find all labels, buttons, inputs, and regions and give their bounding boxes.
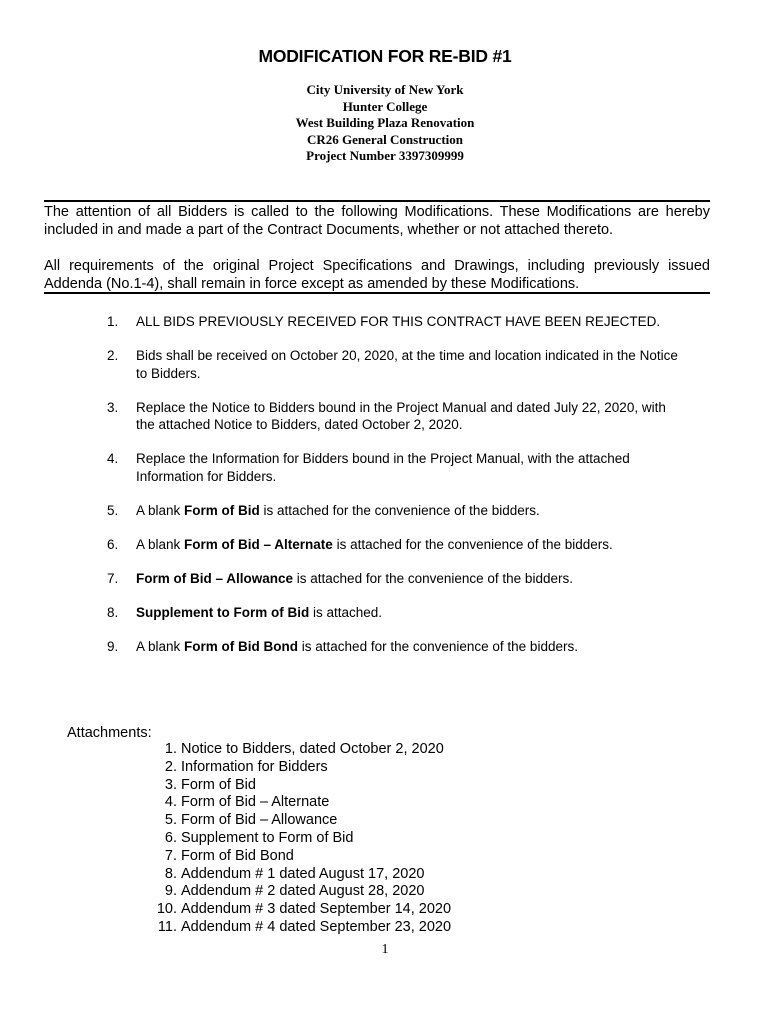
list-item-text: Supplement to Form of Bid [181, 829, 354, 846]
document-title: MODIFICATION FOR RE-BID #1 [258, 46, 512, 66]
list-item [152, 830, 552, 848]
list-item-text: Form of Bid Bond [181, 847, 294, 864]
list-item-text-suffix: is attached for the convenience of the bidders. [298, 638, 578, 654]
list-item [152, 883, 552, 901]
list-item-number: 3. [107, 399, 119, 415]
list-item [152, 866, 552, 884]
list-item-text: Information for Bidders [181, 758, 328, 775]
list-item-text: A blank [136, 536, 185, 552]
list-item-number: 7. [107, 570, 119, 586]
list-item [152, 759, 552, 777]
list-item-number: 9. [164, 883, 177, 900]
list-item-text: A blank [136, 638, 185, 654]
list-item-number: 5. [164, 812, 177, 829]
list-item-number: 10. [156, 901, 177, 918]
list-item-text: ALL BIDS PREVIOUSLY RECEIVED FOR THIS CONTRACT HAVE BEEN REJECTED. [136, 314, 661, 329]
intro-paragraph-requirements: All requirements of the original Project Specifications and Drawings, including previously issued Addenda (No.1-4), shall remain in force except as amended by these Modifications. [44, 258, 710, 292]
list-item-number: 2. [107, 348, 119, 363]
list-item [107, 347, 687, 382]
modifications-list [107, 313, 687, 672]
attachments-label: Attachments: [67, 725, 152, 741]
list-item-number: 6. [107, 536, 119, 552]
list-item-number: 5. [107, 502, 119, 518]
list-item [152, 794, 552, 812]
list-item-bold-text: Form of Bid – Allowance [136, 570, 294, 586]
list-item [107, 604, 687, 622]
list-item-text: Addendum # 1 dated August 17, 2020 [181, 865, 425, 882]
project-header [0, 82, 770, 165]
list-item-number: 6. [164, 829, 177, 846]
intro-paragraph-attention: The attention of all Bidders is called to the following Modifications. These Modifications are hereby included in and made a part of the Contract Documents, whether or not attached thereto. [44, 204, 710, 238]
list-item-text-suffix: is attached for the convenience of the bidders. [332, 536, 613, 552]
list-item-text: Addendum # 4 dated September 23, 2020 [181, 918, 452, 935]
list-item-text-suffix: is attached for the convenience of the bidders. [293, 570, 573, 586]
list-item-number: 3. [164, 776, 177, 793]
list-item-number: 4. [164, 794, 177, 811]
list-item-text: Addendum # 3 dated September 14, 2020 [181, 901, 452, 918]
list-item-number: 11. [157, 918, 177, 935]
list-item-text-suffix: is attached for the convenience of the bidders. [259, 502, 540, 518]
list-item-bold-text: Form of Bid – Alternate [184, 536, 333, 552]
list-item [152, 901, 552, 919]
list-item-text: A blank [136, 502, 185, 518]
list-item-number: 2. [164, 758, 177, 775]
header-line-contract: CR26 General Construction [307, 131, 463, 147]
list-item-number: 4. [107, 451, 119, 466]
list-item-number: 8. [107, 604, 119, 620]
list-item-text: Addendum # 2 dated August 28, 2020 [181, 883, 425, 900]
attachments-list [152, 741, 552, 937]
divider-bottom [44, 292, 710, 294]
divider-top [44, 200, 710, 202]
list-item [152, 777, 552, 795]
list-item [107, 399, 687, 434]
list-item-bold-text: Supplement to Form of Bid [136, 604, 310, 620]
list-item [107, 638, 687, 656]
list-item-number: 8. [164, 865, 177, 882]
list-item [152, 812, 552, 830]
list-item [107, 313, 687, 331]
list-item-number: 1. [107, 314, 119, 329]
list-item [107, 570, 687, 588]
list-item [152, 848, 552, 866]
header-line-project-number: Project Number 3397309999 [306, 148, 464, 164]
list-item-bold-text: Form of Bid [184, 502, 260, 518]
list-item-number: 7. [164, 847, 177, 864]
list-item-text: Bids shall be received on October 20, 2020, at the time and location indicated in the Notice to Bidders. [136, 348, 678, 381]
list-item-number: 1. [164, 741, 177, 757]
list-item [152, 741, 552, 759]
list-item-text: Form of Bid – Alternate [181, 794, 330, 811]
list-item-text: Form of Bid [181, 776, 256, 793]
header-line-university: City University of New York [306, 82, 464, 97]
header-line-project-name: West Building Plaza Renovation [295, 115, 475, 131]
list-item-text: Notice to Bidders, dated October 2, 2020 [181, 741, 444, 757]
list-item-text: Form of Bid – Allowance [181, 812, 338, 829]
list-item [107, 536, 687, 554]
list-item [107, 502, 687, 520]
list-item-text: Replace the Notice to Bidders bound in the Project Manual and dated July 22, 2020, with the attached Notice to Bidders, dated October 2, 2020. [136, 399, 666, 432]
list-item-text-suffix: is attached. [309, 604, 383, 620]
page-number: 1 [381, 942, 389, 957]
list-item-bold-text: Form of Bid Bond [184, 638, 299, 654]
list-item [107, 450, 687, 485]
list-item [152, 919, 552, 937]
header-line-college: Hunter College [342, 98, 428, 114]
list-item-number: 9. [107, 638, 119, 654]
list-item-text: Replace the Information for Bidders bound in the Project Manual, with the attached Information for Bidders. [136, 451, 630, 484]
